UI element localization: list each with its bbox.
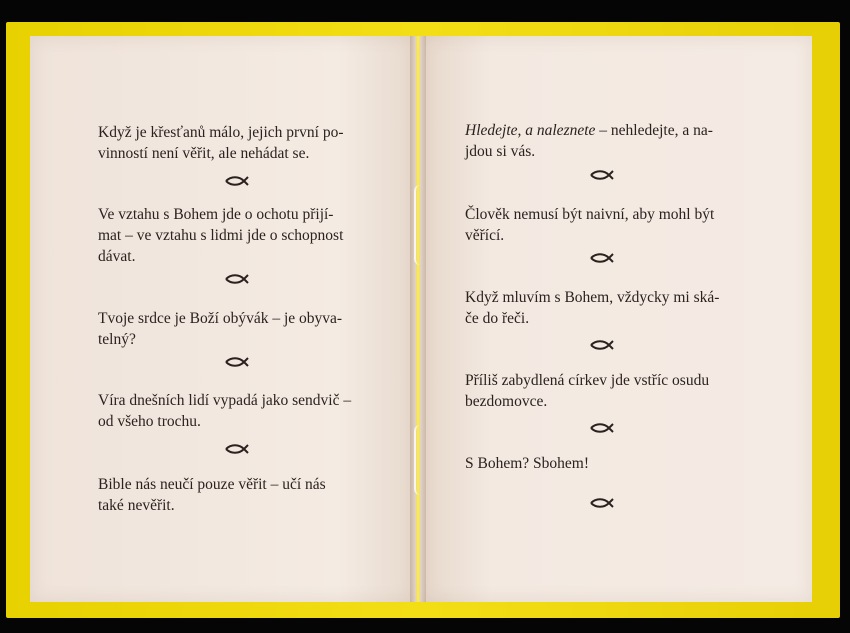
text-fragment: nehledejte, a na-: [610, 122, 713, 139]
aphorism-left-4: [98, 390, 351, 432]
italic-quote: Hledejte, a naleznete –: [465, 122, 611, 139]
text-line: dávat.: [98, 248, 136, 265]
text-line: Když mluvím s Bohem, vždycky mi ská-: [465, 289, 720, 306]
fish-icon: [590, 340, 614, 350]
fish-icon: [225, 444, 249, 454]
aphorism-left-1: [98, 122, 344, 164]
text-line: věřící.: [465, 227, 505, 244]
aphorism-left-5: [98, 474, 326, 516]
text-line: Tvoje srdce je Boží obývák – je obyva-: [98, 310, 343, 327]
binding-thread: [414, 425, 426, 495]
text-line: če do řeči.: [465, 310, 530, 327]
aphorism-right-4: [465, 370, 709, 412]
aphorism-right-1: [465, 120, 713, 162]
fish-icon: [225, 274, 249, 284]
fish-icon: [590, 498, 614, 508]
fish-icon: [590, 423, 614, 433]
aphorism-right-3: [465, 287, 719, 329]
aphorism-right-2: [465, 204, 714, 246]
text-line: bezdomovce.: [465, 393, 548, 410]
fish-icon: [590, 170, 614, 180]
text-line: od všeho trochu.: [98, 413, 201, 430]
text-line: Ve vztahu s Bohem jde o ochotu přijí-: [98, 206, 334, 223]
text-line: mat – ve vztahu s lidmi jde o schopnost: [98, 227, 344, 244]
text-line: vinností není věřit, ale nehádat se.: [98, 145, 310, 162]
book-gutter: [410, 36, 426, 602]
aphorism-left-2: [98, 204, 343, 267]
text-line: také nevěřit.: [98, 497, 175, 514]
binding-thread: [414, 185, 426, 265]
text-line: telný?: [98, 331, 136, 348]
fish-icon: [225, 176, 249, 186]
fish-icon: [225, 357, 249, 367]
text-line: Příliš zabydlená církev jde vstříc osudu: [465, 372, 710, 389]
text-line: S Bohem? Sbohem!: [465, 455, 589, 472]
text-line: Člověk nemusí být naivní, aby mohl být: [465, 206, 715, 223]
text-line: Víra dnešních lidí vypadá jako sendvič –: [98, 392, 352, 409]
text-line: Když je křesťanů málo, jejich první po-: [98, 124, 344, 141]
aphorism-right-5: [465, 453, 589, 474]
text-line: [465, 120, 713, 141]
fish-icon: [590, 253, 614, 263]
text-line: jdou si vás.: [465, 143, 536, 160]
aphorism-left-3: [98, 308, 342, 350]
text-line: Bible nás neučí pouze věřit – učí nás: [98, 476, 326, 493]
